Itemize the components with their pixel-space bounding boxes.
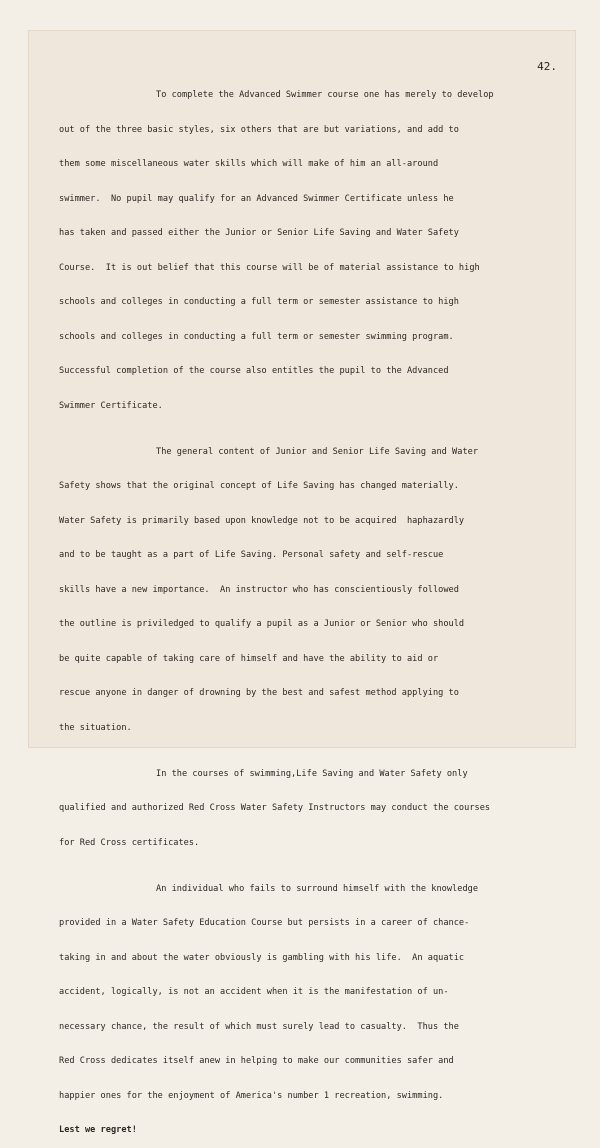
text-line: them some miscellaneous water skills which will make of him an all-around [59,159,439,169]
text-line: skills have a new importance. An instructor who has conscientiously followed [59,584,459,595]
text-line: Lest we regret! [59,1125,137,1135]
text-line: qualified and authorized Red Cross Water Safety Instructors may conduct the courses [59,803,491,813]
text-line: Red Cross dedicates itself anew in helping to make our communities safer and [59,1056,454,1066]
text-line: rescue anyone in danger of drowning by the best and safest method applying to [59,688,459,698]
text-line: happier ones for the enjoyment of America's number 1 recreation, swimming. [59,1090,444,1101]
text-line: schools and colleges in conducting a full term or semester swimming program. [59,331,454,342]
text-line: schools and colleges in conducting a full term or semester assistance to high [59,297,459,307]
text-line: swimmer. No pupil may qualify for an Advanced Swimmer Certificate unless he [59,193,454,204]
text-line: Swimmer Certificate. [59,400,163,411]
text-line: necessary chance, the result of which must surely lead to casualty. Thus the [59,1021,459,1032]
text-line: Safety shows that the original concept of Life Saving has changed materially. [59,481,459,491]
text-line: has taken and passed either the Junior or Senior Life Saving and Water Safety [59,228,459,238]
text-line: accident, logically, is not an accident when it is the manifestation of un- [59,987,449,997]
text-line: for Red Cross certificates. [59,837,200,848]
text-line: the outline is priviledged to qualify a pupil as a Junior or Senior who should [59,619,465,629]
text-line: provided in a Water Safety Education Course but persists in a career of chance- [59,918,470,928]
text-line: and to be taught as a part of Life Saving. Personal safety and self-rescue [59,550,444,560]
document-body [59,67,519,1148]
text-line: Course. It is out belief that this course will be of material assistance to high [59,262,480,273]
text-line: In the courses of swimming,Life Saving and Water Safety only [156,768,468,779]
page-number: 42. [537,60,557,73]
text-line: Water Safety is primarily based upon knowledge not to be acquired haphazardly [59,515,465,526]
text-line: To complete the Advanced Swimmer course one has merely to develop [156,90,494,100]
text-line: out of the three basic styles, six others that are but variations, and add to [59,124,459,135]
text-line: the situation. [59,722,132,733]
text-line: An individual who fails to surround himself with the knowledge [156,883,479,894]
text-line: The general content of Junior and Senior Life Saving and Water [156,446,479,457]
text-line: be quite capable of taking care of himself and have the ability to aid or [59,653,439,664]
text-line: Successful completion of the course also entitles the pupil to the Advanced [59,366,449,376]
text-line: taking in and about the water obviously is gambling with his life. An aquatic [59,952,465,963]
